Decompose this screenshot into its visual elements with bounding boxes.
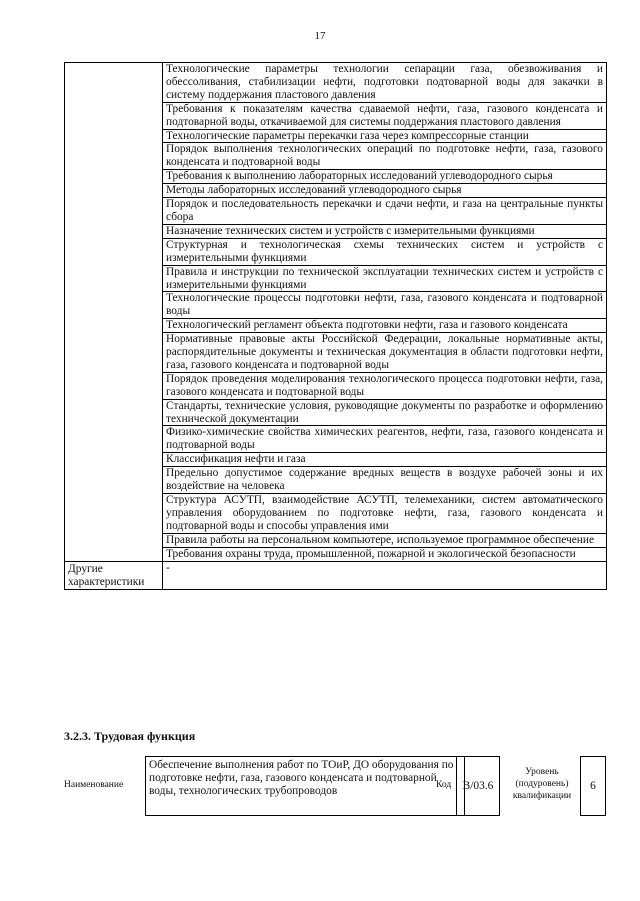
table-cell: Физико-химические свойства химических реагентов, нефти, газа, газового конденсата и подтоварной воды: [163, 426, 607, 453]
page-number: 17: [314, 30, 326, 42]
function-code-value: B/03.6: [456, 756, 500, 816]
table-cell: Стандарты, технические условия, руководящие документы по разработке и оформлению технической документации: [163, 399, 607, 426]
section-title: 3.2.3. Трудовая функция: [64, 729, 196, 743]
table-cell: Порядок и последовательность перекачки и сдачи нефти, и газа на центральные пункты сбора: [163, 198, 607, 225]
other-characteristics-label: Другие характеристики: [65, 561, 163, 589]
table-cell: Классификация нефти и газа: [163, 453, 607, 467]
function-name-value: Обеспечение выполнения работ по ТОиР, ДО оборудования по подготовке нефти, газа, газового конденсата и подтоварной воды, технологических трубопроводов: [145, 756, 465, 816]
table-cell: Технологические параметры технологии сепарации газа, обезвоживания и обессоливания, стабилизации нефти, подготовки подтоварной воды для закачки в систему поддержания пластового давления: [163, 63, 607, 103]
table-cell: Порядок проведения моделирования технологического процесса подготовки нефти, газа, газового конденсата и подтоварной воды: [163, 372, 607, 399]
table-cell: Назначение технических систем и устройств с измерительными функциями: [163, 224, 607, 238]
table-cell: Предельно допустимое содержание вредных веществ в воздухе рабочей зоны и их воздействие на человека: [163, 467, 607, 494]
table-cell: Структура АСУТП, взаимодействие АСУТП, телемеханики, систем автоматического управления оборудованием по подготовке нефти, газа, газового конденсата и подтоварной воды и способы управления ими: [163, 494, 607, 534]
qualification-level-label: Уровень (подуровень) квалификации: [512, 767, 572, 801]
table-cell: Требования к показателям качества сдаваемой нефти, газа, газового конденсата и подтоварной воды, откачиваемой для системы поддержания пластового давления: [163, 102, 607, 129]
empty-label-cell: [65, 63, 163, 562]
function-code-label: Код: [436, 780, 452, 790]
table-cell: Требования охраны труда, промышленной, пожарной и экологической безопасности: [163, 547, 607, 561]
qualification-level-value: 6: [580, 756, 606, 816]
table-cell: Правила и инструкции по технической эксплуатации технических систем и устройств с измерительными функциями: [163, 265, 607, 292]
table-cell: Структурная и технологическая схемы технических систем и устройств с измерительными функциями: [163, 238, 607, 265]
table-cell: Методы лабораторных исследований углеводородного сырья: [163, 184, 607, 198]
other-characteristics-row: [65, 561, 607, 589]
table-cell: Технологический регламент объекта подготовки нефти, газа и газового конденсата: [163, 319, 607, 333]
table-row: [65, 63, 607, 103]
table-cell: Технологические параметры перекачки газа через компрессорные станции: [163, 129, 607, 143]
labor-function-block: [64, 756, 606, 816]
table-cell: Порядок выполнения технологических операций по подготовке нефти, газа, газового конденсата и подтоварной воды: [163, 143, 607, 170]
other-characteristics-value: -: [163, 561, 607, 589]
function-name-label: Наименование: [64, 780, 124, 790]
table-cell: Правила работы на персональном компьютере, используемое программное обеспечение: [163, 533, 607, 547]
table-cell: Технологические процессы подготовки нефти, газа, газового конденсата и подтоварной воды: [163, 292, 607, 319]
requirements-table: [64, 62, 607, 590]
table-cell: Требования к выполнению лабораторных исследований углеводородного сырья: [163, 170, 607, 184]
table-cell: Нормативные правовые акты Российской Федерации, локальные нормативные акты, распорядительные документы и техническая документация в области подготовки нефти, газа, газового конденсата и подтоварной воды: [163, 333, 607, 373]
